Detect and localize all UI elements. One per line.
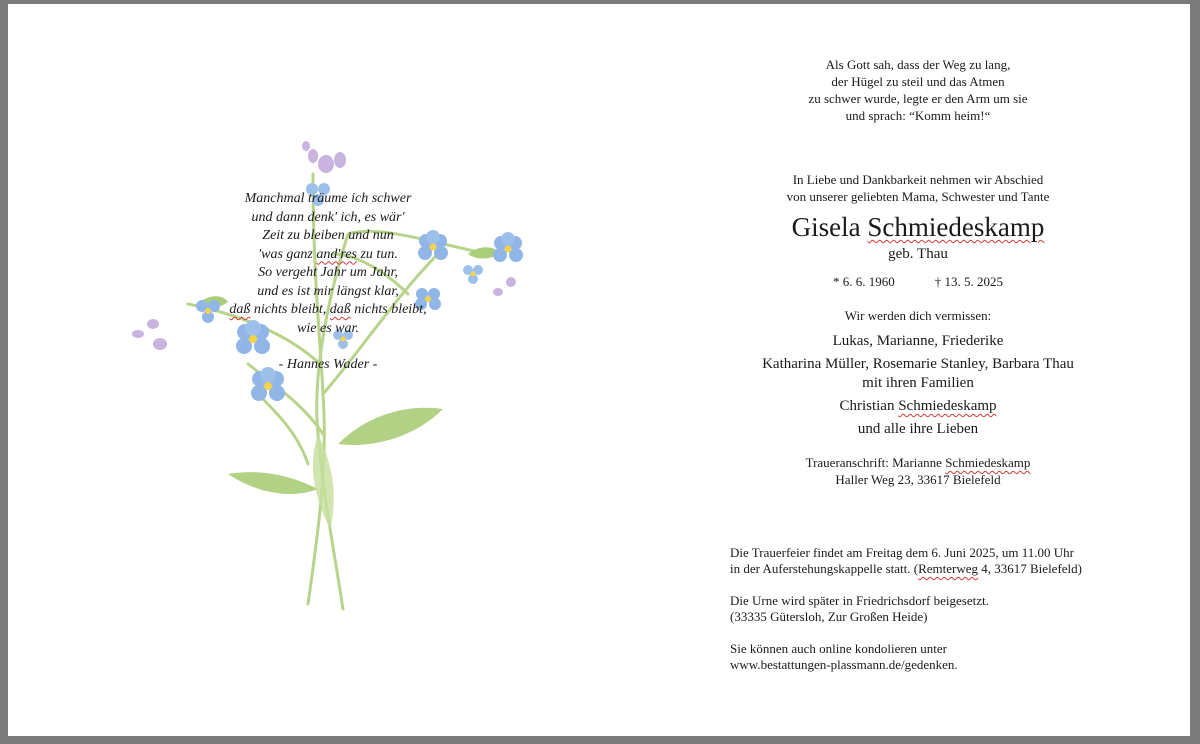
quote-line: Manchmal träume ich schwer bbox=[244, 191, 412, 206]
service-notes bbox=[730, 545, 1150, 689]
first-name: Gisela bbox=[791, 212, 861, 242]
mourner-line: Christian Schmiedeskamp bbox=[839, 398, 997, 414]
poem-line: zu schwer wurde, legte er den Arm um sie bbox=[808, 91, 1028, 106]
quote-block bbox=[188, 190, 468, 375]
quote-line: daß nichts bleibt, daß nichts bleibt, bbox=[229, 302, 427, 317]
opening-poem bbox=[708, 56, 1128, 124]
mourner-line: Katharina Müller, Rosemarie Stanley, Barbara Thau bbox=[762, 356, 1074, 372]
intro-line: von unserer geliebten Mama, Schwester und Tante bbox=[786, 189, 1050, 204]
address-street: Haller Weg 23, 33617 Bielefeld bbox=[835, 472, 1001, 487]
online-note: Sie können auch online kondolieren unter www.bestattungen-plassmann.de/gedenken. bbox=[730, 641, 958, 672]
mourner-line: Lukas, Marianne, Friederike bbox=[832, 333, 1004, 349]
deceased-name bbox=[708, 211, 1128, 243]
quote-line: So vergeht Jahr um Jahr, bbox=[258, 265, 398, 280]
last-name: Schmiedeskamp bbox=[867, 212, 1045, 242]
quote-author: - Hannes Wader - bbox=[278, 357, 378, 372]
address-label: Traueranschrift: Marianne Schmiedeskamp bbox=[805, 455, 1031, 470]
mourning-address bbox=[708, 454, 1128, 488]
quote-line: und es ist mir längst klar, bbox=[257, 283, 399, 299]
mourner-line: und alle ihre Lieben bbox=[857, 421, 979, 437]
miss-text: Wir werden dich vermissen: bbox=[844, 308, 992, 323]
quote-line: wie es war. bbox=[297, 320, 359, 336]
maiden-name: geb. Thau bbox=[888, 246, 948, 262]
ceremony-note: Die Trauerfeier findet am Freitag dem 6. Juni 2025, um 11.00 Uhr in der Auferstehungskappelle statt. (Remterweg 4, 33617 Bielefeld) bbox=[730, 545, 1082, 576]
mourners-list bbox=[708, 332, 1128, 439]
condolence-link[interactable]: www.bestattungen-plassmann.de/gedenken. bbox=[730, 657, 958, 672]
poem-line: Als Gott sah, dass der Weg zu lang, bbox=[825, 57, 1011, 72]
life-dates bbox=[708, 273, 1128, 290]
document-page bbox=[8, 4, 1190, 736]
intro-line: In Liebe und Dankbarkeit nehmen wir Abschied bbox=[792, 172, 1044, 187]
death-date: † 13. 5. 2025 bbox=[934, 274, 1003, 289]
poem-line: und sprach: “Komm heim!“ bbox=[845, 108, 991, 123]
quote-line: und dann denk' ich, es wär' bbox=[251, 209, 405, 225]
quote-line: Zeit zu bleiben und nun bbox=[262, 228, 394, 243]
quote-line: 'was ganz and'res zu tun. bbox=[258, 246, 398, 262]
farewell-intro bbox=[708, 171, 1128, 205]
urn-note: Die Urne wird später in Friedrichsdorf beigesetzt. (33335 Gütersloh, Zur Großen Heide) bbox=[730, 593, 989, 624]
poem-line: der Hügel zu steil und das Atmen bbox=[831, 74, 1005, 89]
birth-date: * 6. 6. 1960 bbox=[833, 274, 895, 289]
mourner-line: mit ihren Familien bbox=[862, 375, 974, 391]
